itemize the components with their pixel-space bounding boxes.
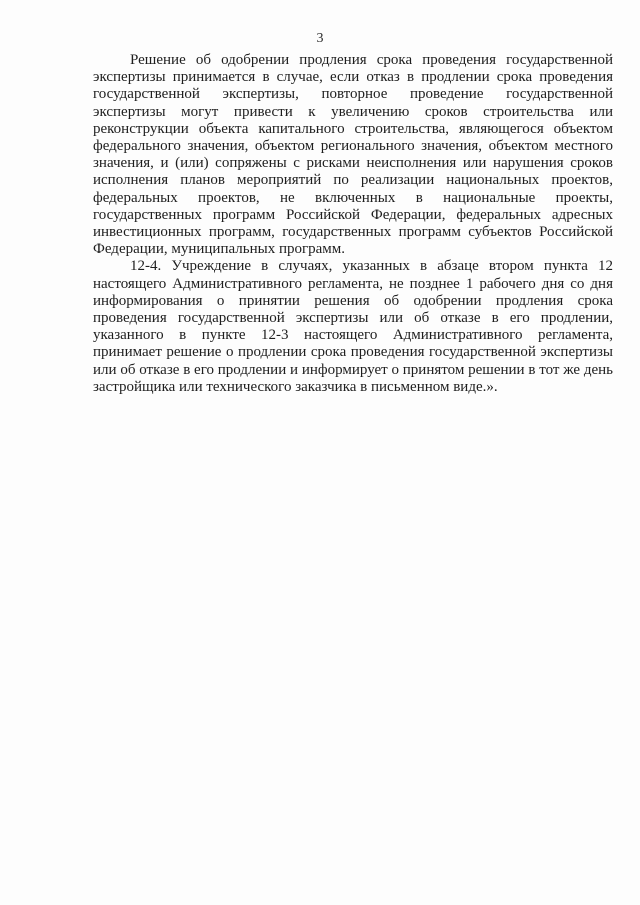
paragraph-approval-decision: Решение об одобрении продления срока проведения государственной экспертизы принимается в случае, если отказ в продлении срока проведения государственной экспертизы, повторное проведение государственной экспертизы могут привести к увеличению сроков строительства или реконструкции объекта капитального строительства, являющегося объектом федерального значения, объектом регионального значения, объектом местного значения, и (или) сопряжены с рисками неисполнения или нарушения сроков исполнения планов мероприятий по реализации национальных проектов, федеральных проектов, не включенных в национальные проекты, государственных программ Российской Федерации, федеральных адресных инвестиционных программ, государственных программ субъектов Российской Федерации, муниципальных программ. bbox=[93, 52, 613, 258]
paragraph-12-4: 12-4. Учреждение в случаях, указанных в абзаце втором пункта 12 настоящего Административного регламента, не позднее 1 рабочего дня со дня информирования о принятии решения об одобрении продления срока проведения государственной экспертизы или об отказе в его продлении, указанного в пункте 12-3 настоящего Административного регламента, принимает решение о продлении срока проведения государственной экспертизы или об отказе в его продлении и информирует о принятом решении в тот же день застройщика или технического заказчика в письменном виде.». bbox=[93, 258, 613, 395]
page-number: 3 bbox=[316, 31, 324, 46]
document-body bbox=[93, 52, 613, 396]
